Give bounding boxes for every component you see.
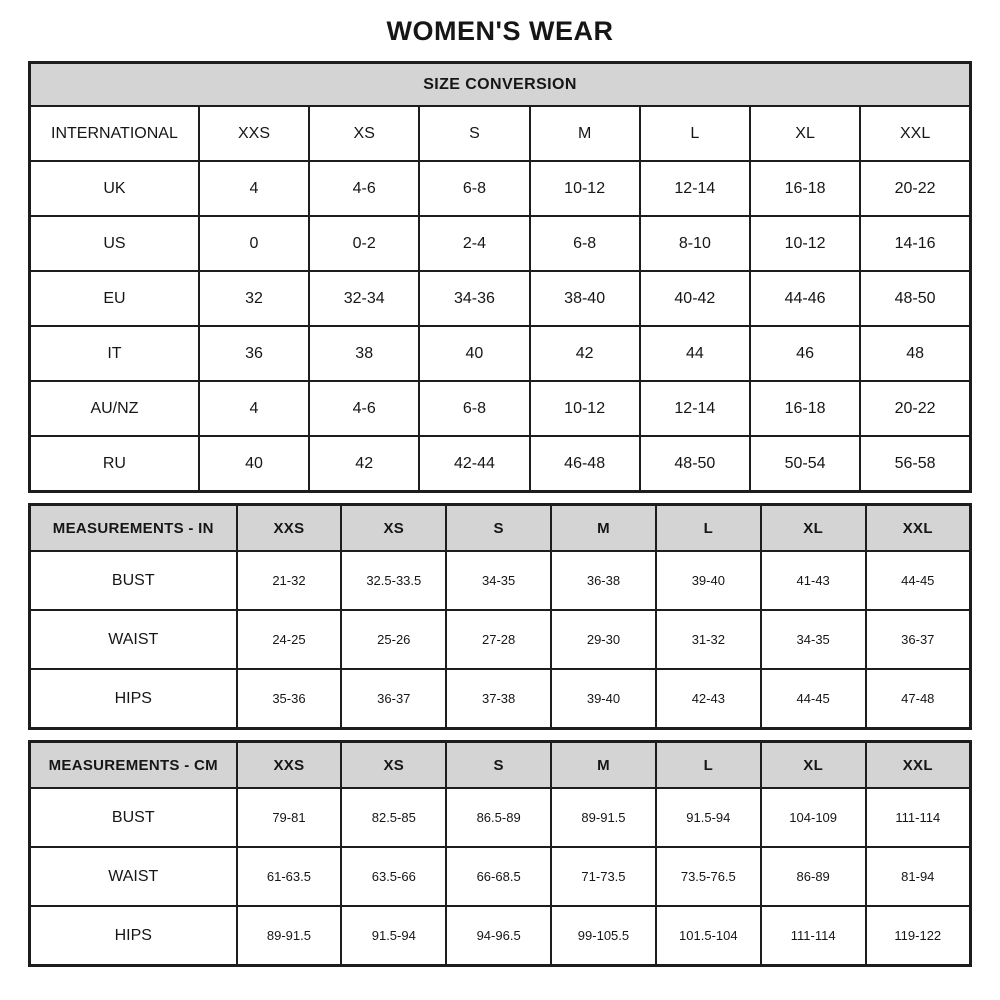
size-value: 32 [199, 271, 309, 326]
measurement-value: 36-38 [551, 551, 656, 610]
size-conversion-caption-row [30, 63, 971, 107]
measurement-value: 101.5-104 [656, 906, 761, 966]
measurement-value: 31-32 [656, 610, 761, 669]
size-value: 40-42 [640, 271, 750, 326]
size-value: 0-2 [309, 216, 419, 271]
measurements-in-body [30, 505, 971, 729]
size-value: 38-40 [530, 271, 640, 326]
size-value: 36 [199, 326, 309, 381]
measurement-value: 37-38 [446, 669, 551, 729]
measurement-value: 63.5-66 [341, 847, 446, 906]
size-value: 4 [199, 381, 309, 436]
size-header: S [446, 505, 551, 552]
measurement-value: 111-114 [761, 906, 866, 966]
size-header: XS [341, 505, 446, 552]
size-conversion-row [30, 381, 971, 436]
measurement-value: 36-37 [341, 669, 446, 729]
size-conversion-body [30, 63, 971, 492]
size-header: XL [761, 742, 866, 789]
measurement-value: 81-94 [866, 847, 971, 906]
international-header: INTERNATIONAL [30, 106, 199, 161]
size-value: 40 [199, 436, 309, 492]
measurement-label: WAIST [30, 847, 237, 906]
size-conversion-row [30, 436, 971, 492]
size-header: XS [309, 106, 419, 161]
size-value: 16-18 [750, 161, 860, 216]
size-value: 4 [199, 161, 309, 216]
measurement-value: 35-36 [237, 669, 342, 729]
measurement-value: 66-68.5 [446, 847, 551, 906]
size-value: 42-44 [419, 436, 529, 492]
size-value: 20-22 [860, 161, 970, 216]
measurement-row [30, 906, 971, 966]
size-header: XXS [237, 505, 342, 552]
size-header: L [656, 742, 761, 789]
measurement-value: 99-105.5 [551, 906, 656, 966]
size-header: XXL [866, 505, 971, 552]
region-label: AU/NZ [30, 381, 199, 436]
measurement-value: 79-81 [237, 788, 342, 847]
size-header: XL [750, 106, 860, 161]
size-value: 46-48 [530, 436, 640, 492]
measurement-value: 119-122 [866, 906, 971, 966]
measurement-value: 29-30 [551, 610, 656, 669]
region-label: US [30, 216, 199, 271]
size-header: XXS [237, 742, 342, 789]
size-header: XXL [860, 106, 970, 161]
measurement-row [30, 669, 971, 729]
size-header: L [640, 106, 750, 161]
size-value: 46 [750, 326, 860, 381]
region-label: UK [30, 161, 199, 216]
measurement-value: 91.5-94 [341, 906, 446, 966]
measurements-in-header-row [30, 505, 971, 552]
size-header: XXS [199, 106, 309, 161]
size-header: XS [341, 742, 446, 789]
size-conversion-row [30, 161, 971, 216]
measurement-value: 24-25 [237, 610, 342, 669]
size-value: 20-22 [860, 381, 970, 436]
size-value: 4-6 [309, 161, 419, 216]
measurement-row [30, 610, 971, 669]
measurements-cm-body [30, 742, 971, 966]
size-value: 44 [640, 326, 750, 381]
measurement-value: 21-32 [237, 551, 342, 610]
measurement-label: HIPS [30, 669, 237, 729]
size-value: 38 [309, 326, 419, 381]
size-value: 48-50 [640, 436, 750, 492]
size-value: 10-12 [530, 161, 640, 216]
measurements-caption: MEASUREMENTS - CM [30, 742, 237, 789]
measurements-cm-header-row [30, 742, 971, 789]
region-label: EU [30, 271, 199, 326]
size-value: 12-14 [640, 381, 750, 436]
size-value: 42 [309, 436, 419, 492]
size-value: 12-14 [640, 161, 750, 216]
measurement-value: 36-37 [866, 610, 971, 669]
measurement-value: 73.5-76.5 [656, 847, 761, 906]
measurement-value: 104-109 [761, 788, 866, 847]
size-value: 16-18 [750, 381, 860, 436]
size-value: 32-34 [309, 271, 419, 326]
measurement-value: 47-48 [866, 669, 971, 729]
measurement-value: 61-63.5 [237, 847, 342, 906]
measurement-label: BUST [30, 788, 237, 847]
measurement-value: 42-43 [656, 669, 761, 729]
measurement-value: 111-114 [866, 788, 971, 847]
measurement-label: WAIST [30, 610, 237, 669]
region-label: RU [30, 436, 199, 492]
measurement-label: HIPS [30, 906, 237, 966]
measurement-value: 32.5-33.5 [341, 551, 446, 610]
measurement-value: 44-45 [866, 551, 971, 610]
measurement-label: BUST [30, 551, 237, 610]
size-conversion-caption: SIZE CONVERSION [30, 63, 971, 107]
measurement-value: 71-73.5 [551, 847, 656, 906]
measurement-row [30, 788, 971, 847]
size-value: 6-8 [419, 161, 529, 216]
measurements-caption: MEASUREMENTS - IN [30, 505, 237, 552]
size-value: 34-36 [419, 271, 529, 326]
size-header: XXL [866, 742, 971, 789]
size-value: 6-8 [530, 216, 640, 271]
measurement-value: 39-40 [551, 669, 656, 729]
size-header: S [419, 106, 529, 161]
size-conversion-header-row [30, 106, 971, 161]
measurement-value: 41-43 [761, 551, 866, 610]
size-conversion-table [28, 61, 972, 493]
size-header: L [656, 505, 761, 552]
measurement-value: 34-35 [446, 551, 551, 610]
measurement-value: 91.5-94 [656, 788, 761, 847]
measurement-value: 44-45 [761, 669, 866, 729]
size-header: S [446, 742, 551, 789]
size-value: 56-58 [860, 436, 970, 492]
size-value: 2-4 [419, 216, 529, 271]
measurement-value: 86-89 [761, 847, 866, 906]
region-label: IT [30, 326, 199, 381]
measurement-value: 82.5-85 [341, 788, 446, 847]
size-value: 40 [419, 326, 529, 381]
size-value: 4-6 [309, 381, 419, 436]
measurement-row [30, 551, 971, 610]
measurement-row [30, 847, 971, 906]
measurement-value: 39-40 [656, 551, 761, 610]
page-title: WOMEN'S WEAR [386, 16, 614, 46]
measurements-in-table [28, 503, 972, 730]
measurement-value: 89-91.5 [551, 788, 656, 847]
size-value: 6-8 [419, 381, 529, 436]
size-value: 48-50 [860, 271, 970, 326]
size-conversion-row [30, 216, 971, 271]
measurement-value: 34-35 [761, 610, 866, 669]
size-value: 0 [199, 216, 309, 271]
size-header: M [551, 505, 656, 552]
size-header: XL [761, 505, 866, 552]
size-header: M [530, 106, 640, 161]
measurements-cm-table [28, 740, 972, 967]
measurement-value: 25-26 [341, 610, 446, 669]
size-conversion-row [30, 326, 971, 381]
measurement-value: 27-28 [446, 610, 551, 669]
size-value: 42 [530, 326, 640, 381]
size-value: 14-16 [860, 216, 970, 271]
measurement-value: 86.5-89 [446, 788, 551, 847]
size-value: 10-12 [750, 216, 860, 271]
size-value: 10-12 [530, 381, 640, 436]
size-value: 44-46 [750, 271, 860, 326]
size-conversion-row [30, 271, 971, 326]
measurement-value: 89-91.5 [237, 906, 342, 966]
size-value: 8-10 [640, 216, 750, 271]
size-header: M [551, 742, 656, 789]
size-value: 48 [860, 326, 970, 381]
measurement-value: 94-96.5 [446, 906, 551, 966]
size-value: 50-54 [750, 436, 860, 492]
